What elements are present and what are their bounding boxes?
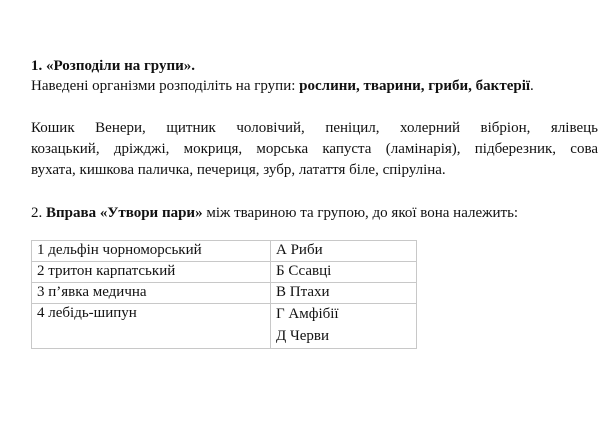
group-label: В Птахи	[276, 284, 330, 300]
group-cell	[271, 304, 417, 349]
task2-instruction: між твариною та групою, до якої вона належить:	[202, 205, 519, 221]
group-label: А Риби	[276, 242, 323, 258]
animal-label: 3 п’явка медична	[37, 284, 147, 300]
table-row	[32, 241, 417, 262]
matching-table	[31, 240, 417, 349]
animal-label: 2 тритон карпатський	[37, 263, 176, 279]
task1-number: 1.	[31, 58, 43, 74]
group-cell	[271, 262, 417, 283]
group-label: Г Амфібії	[276, 306, 339, 322]
task1-instruction	[31, 77, 534, 95]
group-cell	[271, 283, 417, 304]
task1-title: «Розподіли на групи».	[46, 58, 195, 74]
group-cell	[271, 241, 417, 262]
task1-heading	[31, 57, 195, 75]
task2-heading	[31, 204, 518, 222]
table-row	[32, 304, 417, 349]
table-row	[32, 283, 417, 304]
animal-cell	[32, 262, 271, 283]
group-label: Б Ссавці	[276, 263, 332, 279]
organisms-line-2: козацький, дріжджі, мокриця, морська капуста (ламінарія), підберезник, сова	[31, 141, 598, 157]
organisms-line-3: вухата, кишкова паличка, печериця, зубр, латаття біле, спіруліна.	[31, 162, 446, 178]
animal-cell	[32, 241, 271, 262]
organisms-line-1: Кошик Венери, щитник чоловічий, пеніцил, холерний вібріон, ялівець	[31, 120, 598, 136]
task2-title: Вправа «Утвори пари»	[46, 205, 203, 221]
task1-instruction-suffix: .	[530, 78, 534, 94]
animal-cell	[32, 304, 271, 349]
animal-label: 1 дельфін чорноморський	[37, 242, 202, 258]
table-row	[32, 262, 417, 283]
animal-cell	[32, 283, 271, 304]
animal-label: 4 лебідь-шипун	[37, 305, 137, 321]
group-label: Д Черви	[276, 328, 329, 344]
task1-instruction-groups: рослини, тварини, гриби, бактерії	[299, 78, 531, 94]
task2-number: 2.	[31, 205, 43, 221]
task1-instruction-prefix: Наведені організми розподіліть на групи:	[31, 78, 300, 94]
